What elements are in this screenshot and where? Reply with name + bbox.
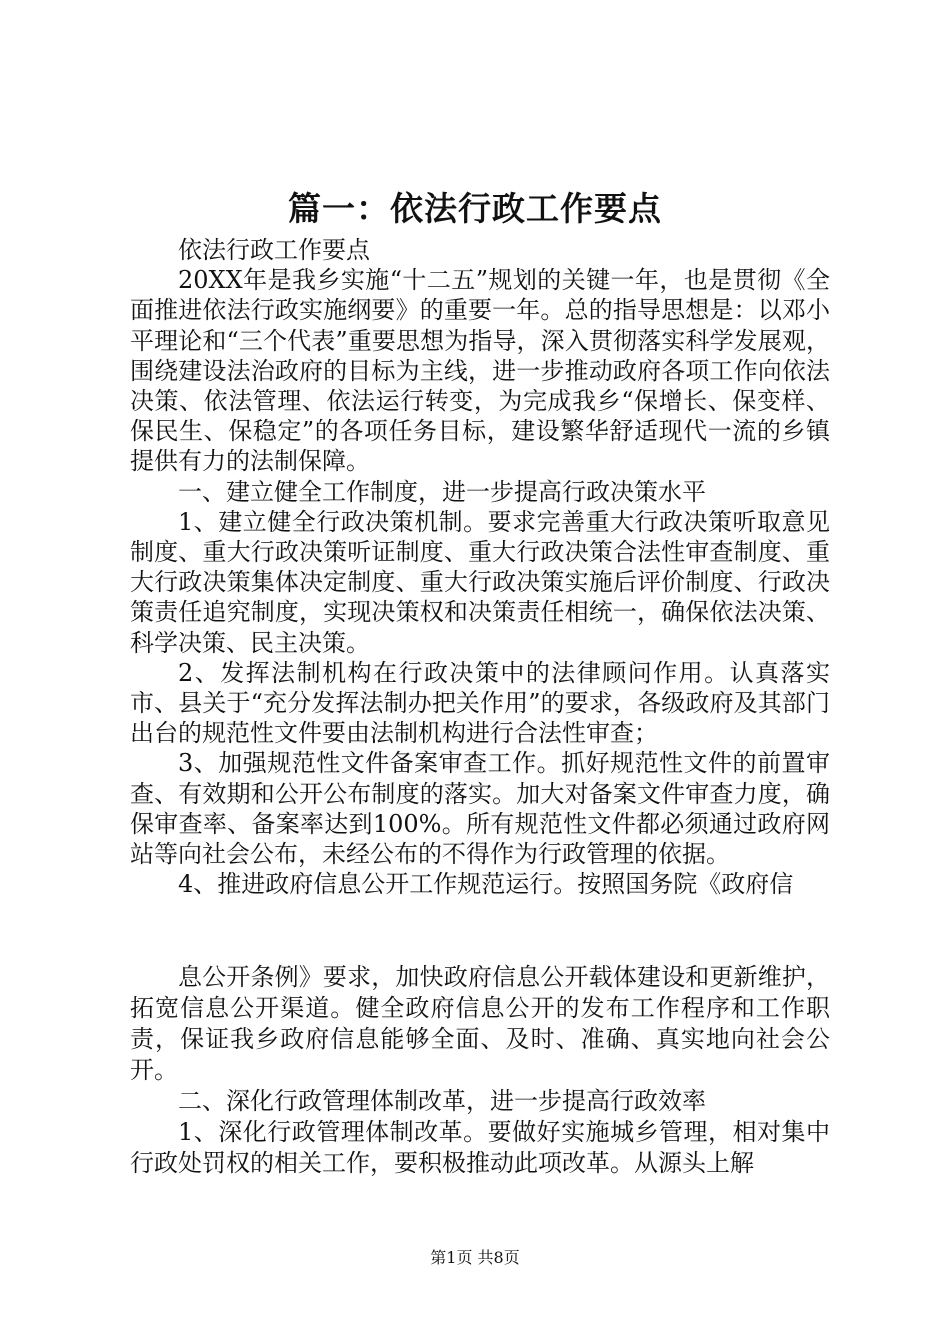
section-heading: 二、深化行政管理体制改革，进一步提高行政效率 <box>178 1087 706 1115</box>
paragraph: 20XX年是我乡实施“十二五”规划的关键一年，也是贯彻《全面推进依法行政实施纲要》的重要一年。总的指导思想是：以邓小平理论和“三个代表”重要思想为指导，深入贯彻落实科学发展观，围绕建设法治政府的目标为主线，进一步推动政府各项工作向依法决策、依法管理、依法运行转变，为完成我乡“保增长、保变样、保民生、保稳定”的各项任务目标，建设繁华舒适现代一流的乡镇提供有力的法制保障。 <box>130 266 830 476</box>
paragraph: 2、发挥法制机构在行政决策中的法律顾问作用。认真落实市、县关于“充分发挥法制办把关作用”的要求，各级政府及其部门出台的规范性文件要由法制机构进行合法性审查； <box>130 658 830 748</box>
section-heading: 一、建立健全工作制度，进一步提高行政决策水平 <box>178 477 706 506</box>
paragraph: 1、建立健全行政决策机制。要求完善重大行政决策听取意见制度、重大行政决策听证制度、重大行政决策合法性审查制度、重大行政决策集体决定制度、重大行政决策实施后评价制度、行政决策责任追究制度，实现决策权和决策责任相统一，确保依法决策、科学决策、民主决策。 <box>130 507 830 657</box>
paragraph: 3、加强规范性文件备案审查工作。抓好规范性文件的前置审查、有效期和公开公布制度的落实。加大对备案文件审查力度，确保审查率、备案率达到100%。所有规范性文件都必须通过政府网站等向社会公布，未经公布的不得作为行政管理的依据。 <box>130 749 830 869</box>
paragraph: 1、深化行政管理体制改革。要做好实施城乡管理，相对集中行政处罚权的相关工作，要积极推动此项改革。从源头上解 <box>130 1118 830 1177</box>
paragraph: 息公开条例》要求，加快政府信息公开载体建设和更新维护，拓宽信息公开渠道。健全政府信息公开的发布工作程序和工作职责，保证我乡政府信息能够全面、及时、准确、真实地向社会公开。 <box>130 963 830 1084</box>
paragraph: 依法行政工作要点 <box>178 236 370 264</box>
page-number: 第1页 共8页 <box>430 1248 520 1267</box>
document-body <box>130 235 830 899</box>
document-body-continued <box>130 962 830 1179</box>
paragraph: 4、推进政府信息公开工作规范运行。按照国务院《政府信 <box>178 870 794 899</box>
document-title: 篇一：依法行政工作要点 <box>288 189 662 228</box>
